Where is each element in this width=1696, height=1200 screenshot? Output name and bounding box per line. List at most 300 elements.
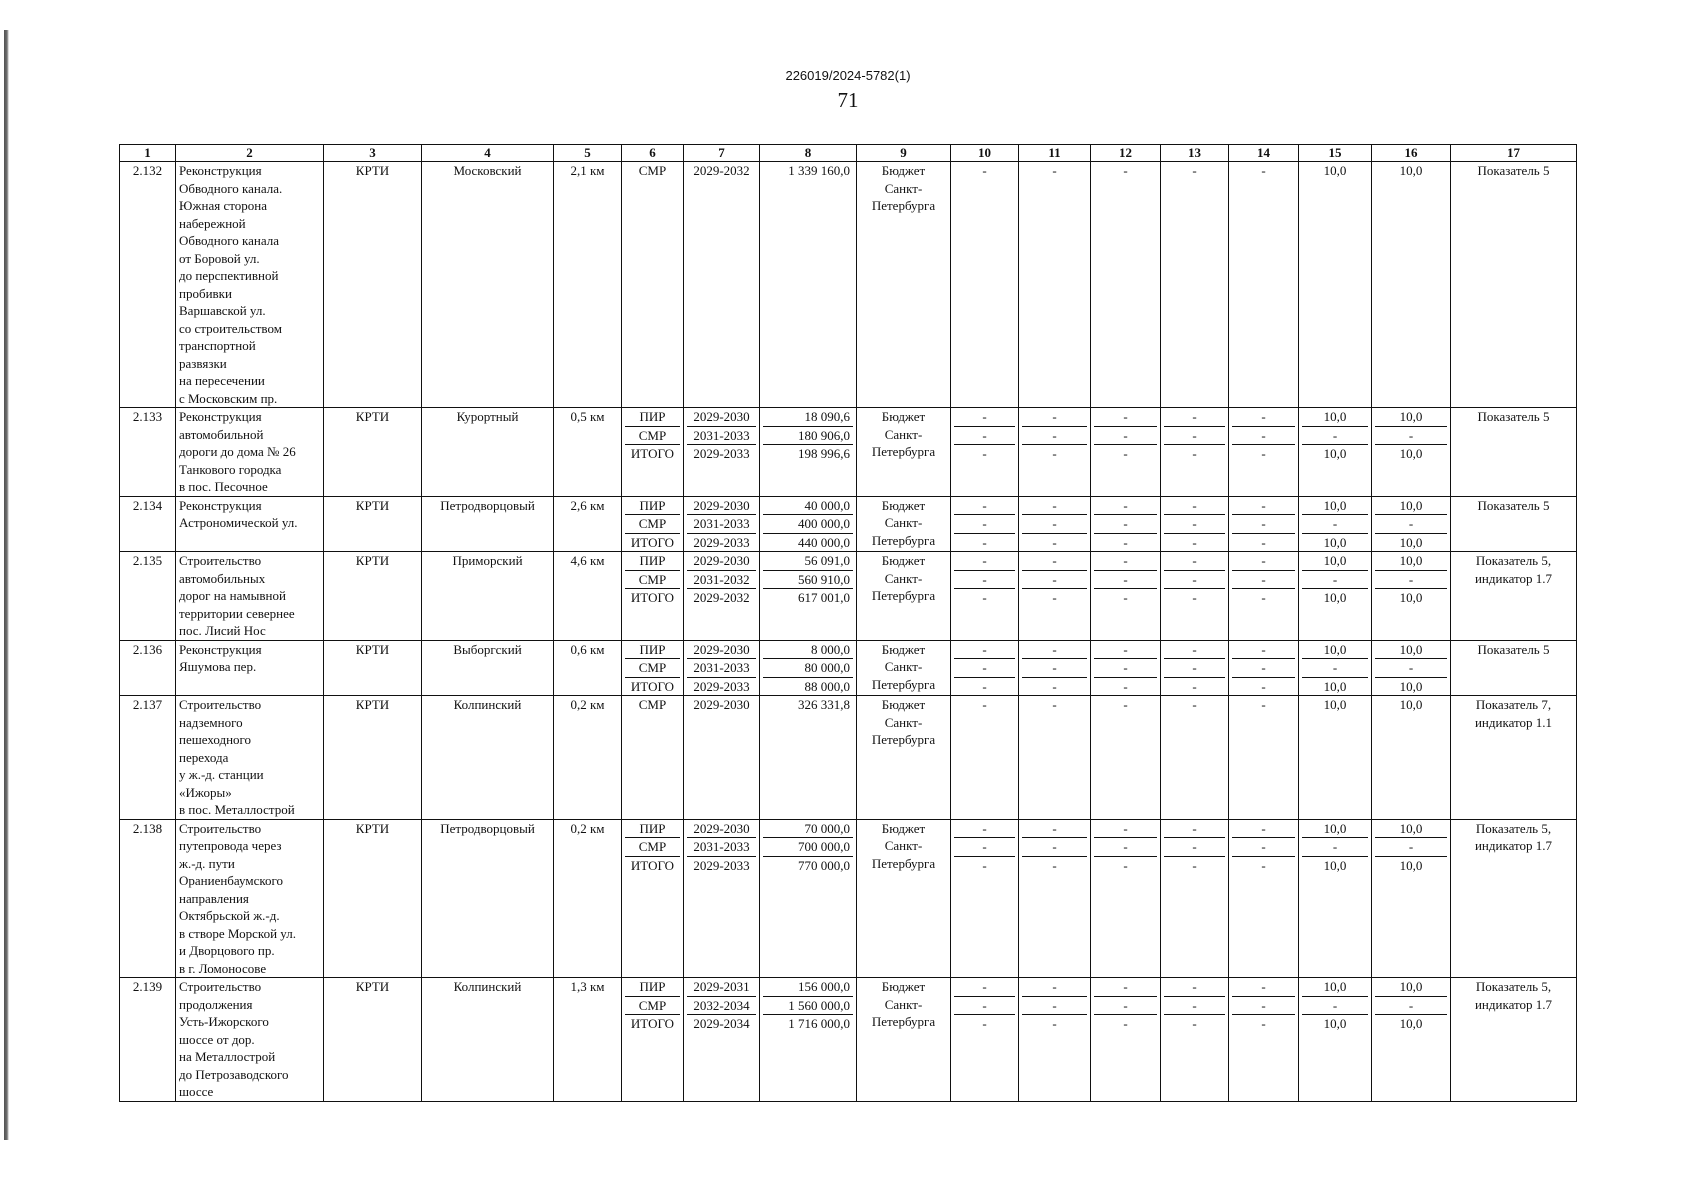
item-number-cell: 2.134 (120, 496, 176, 552)
period-cell-line: 2029-2030 (693, 497, 750, 513)
item-number-cell: 2.133 (120, 408, 176, 497)
activity-name-cell: Строительство автомобильных дорог на намывной территории севернее пос. Лисий Нос (176, 552, 324, 641)
year-value-col16-cell-line: - (1375, 996, 1447, 1015)
year-value-col12-cell-line: - (1123, 697, 1128, 712)
year-value-col13-cell-line: - (1164, 658, 1225, 677)
item-number-cell: 2.136 (120, 640, 176, 696)
year-value-col14-cell-line: - (1261, 553, 1266, 568)
district-cell: Колпинский (422, 978, 554, 1102)
length-cell: 0,5 км (554, 408, 622, 497)
year-value-col16-cell-line: 10,0 (1375, 856, 1447, 875)
year-value-col12-cell-line: - (1094, 1014, 1157, 1033)
column-header: 3 (324, 145, 422, 162)
year-value-col13-cell-line: - (1164, 1014, 1225, 1033)
year-value-col13-cell-line: - (1192, 553, 1197, 568)
length-cell: 0,6 км (554, 640, 622, 696)
year-value-col14-cell (1229, 696, 1299, 820)
year-value-col10-cell-line: - (982, 641, 987, 657)
stage-cell (622, 978, 684, 1102)
stage-cell-line: ИТОГО (625, 533, 680, 552)
year-value-col10-cell-line: - (982, 163, 987, 178)
year-value-col13-cell-line: - (1192, 163, 1197, 178)
amount-cell (760, 819, 857, 978)
stage-cell-line: ИТОГО (625, 588, 680, 607)
item-number-cell: 2.135 (120, 552, 176, 641)
year-value-col11-cell-line: - (1052, 641, 1057, 657)
year-value-col11-cell-line: - (1022, 1014, 1087, 1033)
stage-cell (622, 819, 684, 978)
funding-source-cell: Бюджет Санкт- Петербурга (857, 496, 951, 552)
year-value-col12-cell-line: - (1094, 837, 1157, 856)
year-value-col13-cell-line: - (1164, 996, 1225, 1015)
year-value-col16-cell (1372, 640, 1451, 696)
period-cell-line: 2029-2030 (693, 820, 750, 836)
year-value-col14-cell-line: - (1232, 533, 1295, 552)
year-value-col12-cell-line: - (1094, 856, 1157, 875)
year-value-col12-cell (1091, 696, 1161, 820)
activity-name-cell: Реконструкция Обводного канала. Южная сторона набережной Обводного канала от Боровой ул. до перспективной пробивки Варшавской ул. со строительством транспортной развязки на пересечении с Московским пр. (176, 162, 324, 408)
year-value-col11-cell (1019, 819, 1091, 978)
year-value-col11-cell-line: - (1052, 553, 1057, 568)
column-header: 5 (554, 145, 622, 162)
year-value-col10-cell-line: - (954, 658, 1015, 677)
year-value-col16-cell-line: 10,0 (1375, 1014, 1447, 1033)
year-value-col12-cell (1091, 496, 1161, 552)
year-value-col10-cell-line: - (982, 497, 987, 513)
amount-cell (760, 640, 857, 696)
year-value-col16-cell-line: - (1375, 570, 1447, 589)
length-cell: 0,2 км (554, 696, 622, 820)
period-cell-line: 2031-2033 (687, 658, 756, 677)
table-row (120, 408, 1577, 497)
year-value-col11-cell-line: - (1022, 570, 1087, 589)
column-header: 8 (760, 145, 857, 162)
item-number-cell: 2.132 (120, 162, 176, 408)
year-value-col10-cell-line: - (982, 697, 987, 712)
activity-name-cell: Реконструкция Астрономической ул. (176, 496, 324, 552)
year-value-col11-cell-line: - (1022, 514, 1087, 533)
year-value-col11-cell-line: - (1052, 979, 1057, 994)
year-value-col12-cell-line: - (1123, 641, 1128, 657)
year-value-col16-cell-line: - (1375, 658, 1447, 677)
amount-cell-line: 700 000,0 (763, 837, 853, 856)
year-value-col12-cell-line: - (1123, 553, 1128, 568)
funding-source-cell: Бюджет Санкт- Петербурга (857, 162, 951, 408)
year-value-col16-cell (1372, 408, 1451, 497)
year-value-col15-cell-line: - (1302, 426, 1368, 445)
length-cell: 1,3 км (554, 978, 622, 1102)
amount-cell-line: 180 906,0 (763, 426, 853, 445)
column-header: 2 (176, 145, 324, 162)
amount-cell-line: 1 716 000,0 (763, 1014, 853, 1033)
year-value-col11-cell-line: - (1022, 444, 1087, 463)
stage-cell (622, 162, 684, 408)
year-value-col14-cell (1229, 819, 1299, 978)
year-value-col10-cell-line: - (954, 996, 1015, 1015)
year-value-col15-cell (1299, 162, 1372, 408)
year-value-col11-cell-line: - (1022, 658, 1087, 677)
year-value-col16-cell (1372, 696, 1451, 820)
year-value-col16-cell-line: - (1375, 837, 1447, 856)
year-value-col14-cell-line: - (1232, 426, 1295, 445)
year-value-col10-cell-line: - (982, 820, 987, 836)
year-value-col12-cell-line: - (1123, 163, 1128, 178)
year-value-col10-cell-line: - (954, 588, 1015, 607)
period-cell-line: 2029-2032 (693, 163, 750, 178)
year-value-col16-cell-line: 10,0 (1375, 444, 1447, 463)
year-value-col15-cell-line: - (1302, 996, 1368, 1015)
stage-cell-line: ПИР (639, 979, 666, 994)
year-value-col14-cell (1229, 640, 1299, 696)
table-row (120, 162, 1577, 408)
year-value-col15-cell-line: 10,0 (1302, 677, 1368, 696)
year-value-col15-cell-line: 10,0 (1323, 497, 1347, 513)
period-cell-line: 2029-2034 (687, 1014, 756, 1033)
year-value-col10-cell (951, 819, 1019, 978)
stage-cell (622, 552, 684, 641)
year-value-col13-cell (1161, 696, 1229, 820)
amount-cell-line: 198 996,6 (763, 444, 853, 463)
activity-name-cell: Реконструкция Яшумова пер. (176, 640, 324, 696)
year-value-col11-cell (1019, 162, 1091, 408)
year-value-col14-cell-line: - (1232, 1014, 1295, 1033)
year-value-col15-cell-line: 10,0 (1323, 697, 1347, 712)
district-cell: Колпинский (422, 696, 554, 820)
year-value-col12-cell-line: - (1094, 677, 1157, 696)
year-value-col15-cell-line: - (1302, 514, 1368, 533)
year-value-col14-cell (1229, 408, 1299, 497)
period-cell-line: 2029-2033 (687, 677, 756, 696)
district-cell: Курортный (422, 408, 554, 497)
year-value-col14-cell-line: - (1232, 658, 1295, 677)
item-number-cell: 2.139 (120, 978, 176, 1102)
period-cell (684, 496, 760, 552)
responsible-org-cell: КРТИ (324, 978, 422, 1102)
funding-source-cell: Бюджет Санкт- Петербурга (857, 978, 951, 1102)
year-value-col15-cell (1299, 496, 1372, 552)
year-value-col13-cell-line: - (1164, 533, 1225, 552)
year-value-col10-cell-line: - (954, 837, 1015, 856)
year-value-col11-cell-line: - (1022, 996, 1087, 1015)
column-header: 17 (1451, 145, 1577, 162)
year-value-col13-cell-line: - (1164, 856, 1225, 875)
district-cell: Выборгский (422, 640, 554, 696)
amount-cell-line: 400 000,0 (763, 514, 853, 533)
year-value-col12-cell-line: - (1094, 658, 1157, 677)
period-cell-line: 2029-2030 (693, 409, 750, 424)
year-value-col13-cell-line: - (1164, 677, 1225, 696)
stage-cell-line: ПИР (639, 553, 666, 568)
amount-cell-line: 770 000,0 (763, 856, 853, 875)
year-value-col13-cell-line: - (1164, 837, 1225, 856)
column-header: 13 (1161, 145, 1229, 162)
responsible-org-cell: КРТИ (324, 640, 422, 696)
district-cell: Петродворцовый (422, 819, 554, 978)
year-value-col16-cell (1372, 552, 1451, 641)
period-cell-line: 2029-2030 (693, 697, 750, 712)
year-value-col16-cell-line: 10,0 (1399, 163, 1423, 178)
amount-cell (760, 496, 857, 552)
year-value-col10-cell (951, 552, 1019, 641)
year-value-col14-cell-line: - (1261, 409, 1266, 424)
year-value-col12-cell-line: - (1123, 820, 1128, 836)
year-value-col11-cell-line: - (1052, 497, 1057, 513)
stage-cell-line: ИТОГО (625, 444, 680, 463)
stage-cell (622, 496, 684, 552)
year-value-col15-cell-line: 10,0 (1323, 553, 1347, 568)
column-header: 7 (684, 145, 760, 162)
length-cell: 2,1 км (554, 162, 622, 408)
period-cell-line: 2029-2033 (687, 533, 756, 552)
year-value-col16-cell-line: 10,0 (1399, 979, 1423, 994)
period-cell-line: 2029-2033 (687, 444, 756, 463)
year-value-col16-cell-line: - (1375, 514, 1447, 533)
year-value-col10-cell (951, 978, 1019, 1102)
year-value-col10-cell (951, 408, 1019, 497)
year-value-col10-cell-line: - (954, 570, 1015, 589)
year-value-col15-cell-line: - (1302, 837, 1368, 856)
amount-cell-line: 18 090,6 (804, 409, 850, 424)
amount-cell-line: 560 910,0 (763, 570, 853, 589)
amount-cell (760, 408, 857, 497)
responsible-org-cell: КРТИ (324, 162, 422, 408)
program-activities-table (119, 144, 1577, 1102)
year-value-col10-cell (951, 496, 1019, 552)
year-value-col13-cell (1161, 819, 1229, 978)
stage-cell-line: СМР (625, 837, 680, 856)
column-header: 15 (1299, 145, 1372, 162)
year-value-col11-cell-line: - (1022, 588, 1087, 607)
length-cell: 0,2 км (554, 819, 622, 978)
year-value-col12-cell-line: - (1123, 497, 1128, 513)
year-value-col11-cell (1019, 696, 1091, 820)
year-value-col15-cell-line: 10,0 (1302, 444, 1368, 463)
indicator-cell: Показатель 5, индикатор 1.7 (1451, 819, 1577, 978)
indicator-cell: Показатель 5 (1451, 640, 1577, 696)
year-value-col15-cell-line: 10,0 (1302, 1014, 1368, 1033)
column-header: 4 (422, 145, 554, 162)
responsible-org-cell: КРТИ (324, 408, 422, 497)
year-value-col16-cell-line: 10,0 (1399, 409, 1423, 424)
year-value-col15-cell-line: 10,0 (1323, 979, 1347, 994)
year-value-col11-cell (1019, 408, 1091, 497)
amount-cell-line: 70 000,0 (804, 820, 850, 836)
column-header: 10 (951, 145, 1019, 162)
amount-cell-line: 617 001,0 (763, 588, 853, 607)
column-header: 12 (1091, 145, 1161, 162)
year-value-col12-cell-line: - (1123, 409, 1128, 424)
year-value-col13-cell-line: - (1192, 641, 1197, 657)
year-value-col12-cell (1091, 552, 1161, 641)
year-value-col16-cell-line: 10,0 (1375, 677, 1447, 696)
amount-cell (760, 552, 857, 641)
length-cell: 4,6 км (554, 552, 622, 641)
period-cell-line: 2029-2033 (687, 856, 756, 875)
amount-cell-line: 88 000,0 (763, 677, 853, 696)
year-value-col13-cell-line: - (1192, 497, 1197, 513)
funding-source-cell: Бюджет Санкт- Петербурга (857, 640, 951, 696)
year-value-col10-cell-line: - (954, 444, 1015, 463)
district-cell: Приморский (422, 552, 554, 641)
responsible-org-cell: КРТИ (324, 819, 422, 978)
year-value-col12-cell (1091, 408, 1161, 497)
year-value-col10-cell-line: - (954, 1014, 1015, 1033)
year-value-col15-cell-line: 10,0 (1302, 588, 1368, 607)
period-cell-line: 2029-2030 (693, 641, 750, 657)
funding-source-cell: Бюджет Санкт- Петербурга (857, 696, 951, 820)
year-value-col14-cell (1229, 552, 1299, 641)
year-value-col14-cell-line: - (1261, 497, 1266, 513)
stage-cell-line: ИТОГО (625, 1014, 680, 1033)
year-value-col13-cell (1161, 408, 1229, 497)
year-value-col16-cell-line: 10,0 (1399, 641, 1423, 657)
amount-cell (760, 162, 857, 408)
period-cell (684, 978, 760, 1102)
year-value-col14-cell-line: - (1261, 697, 1266, 712)
stage-cell-line: ПИР (639, 820, 666, 836)
period-cell-line: 2031-2033 (687, 514, 756, 533)
indicator-cell: Показатель 5 (1451, 496, 1577, 552)
year-value-col14-cell-line: - (1261, 820, 1266, 836)
stage-cell-line: СМР (625, 426, 680, 445)
year-value-col14-cell-line: - (1261, 979, 1266, 994)
year-value-col12-cell-line: - (1094, 588, 1157, 607)
year-value-col14-cell-line: - (1232, 514, 1295, 533)
amount-cell-line: 326 331,8 (798, 697, 850, 712)
stage-cell (622, 696, 684, 820)
indicator-cell: Показатель 7, индикатор 1.1 (1451, 696, 1577, 820)
funding-source-cell: Бюджет Санкт- Петербурга (857, 552, 951, 641)
year-value-col12-cell (1091, 640, 1161, 696)
year-value-col15-cell-line: - (1302, 658, 1368, 677)
column-header: 9 (857, 145, 951, 162)
year-value-col11-cell (1019, 978, 1091, 1102)
stage-cell-line: ПИР (639, 409, 666, 424)
stage-cell-line: СМР (638, 163, 667, 178)
year-value-col13-cell (1161, 552, 1229, 641)
year-value-col11-cell (1019, 640, 1091, 696)
period-cell-line: 2029-2032 (687, 588, 756, 607)
period-cell (684, 640, 760, 696)
year-value-col14-cell (1229, 496, 1299, 552)
amount-cell-line: 440 000,0 (763, 533, 853, 552)
district-cell: Московский (422, 162, 554, 408)
year-value-col11-cell-line: - (1022, 426, 1087, 445)
year-value-col11-cell-line: - (1022, 837, 1087, 856)
table-row (120, 640, 1577, 696)
column-number-header-row (120, 145, 1577, 162)
activity-name-cell: Строительство путепровода через ж.-д. пути Ораниенбаумского направления Октябрьской ж.-д. в створе Морской ул. и Дворцового пр. в г. Ломоносове (176, 819, 324, 978)
year-value-col13-cell-line: - (1164, 588, 1225, 607)
page-number: 71 (837, 88, 859, 112)
year-value-col14-cell-line: - (1232, 996, 1295, 1015)
year-value-col14-cell-line: - (1232, 588, 1295, 607)
year-value-col13-cell (1161, 978, 1229, 1102)
year-value-col15-cell-line: 10,0 (1323, 409, 1347, 424)
indicator-cell: Показатель 5, индикатор 1.7 (1451, 978, 1577, 1102)
table-body (120, 162, 1577, 1102)
year-value-col11-cell-line: - (1052, 409, 1057, 424)
year-value-col14-cell-line: - (1261, 163, 1266, 178)
year-value-col11-cell (1019, 552, 1091, 641)
column-header: 14 (1229, 145, 1299, 162)
column-header: 6 (622, 145, 684, 162)
year-value-col12-cell-line: - (1123, 979, 1128, 994)
table-row (120, 552, 1577, 641)
scan-edge-shadow (4, 30, 9, 1140)
year-value-col15-cell-line: 10,0 (1323, 641, 1347, 657)
stage-cell-line: СМР (625, 996, 680, 1015)
year-value-col14-cell-line: - (1261, 641, 1266, 657)
year-value-col14-cell-line: - (1232, 570, 1295, 589)
stage-cell (622, 640, 684, 696)
year-value-col10-cell-line: - (982, 553, 987, 568)
amount-cell-line: 8 000,0 (811, 641, 850, 657)
year-value-col15-cell (1299, 819, 1372, 978)
amount-cell-line: 40 000,0 (804, 497, 850, 513)
year-value-col16-cell (1372, 978, 1451, 1102)
year-value-col12-cell (1091, 819, 1161, 978)
amount-cell (760, 696, 857, 820)
year-value-col15-cell-line: 10,0 (1323, 820, 1347, 836)
year-value-col11-cell (1019, 496, 1091, 552)
responsible-org-cell: КРТИ (324, 496, 422, 552)
stage-cell-line: СМР (638, 697, 667, 712)
stage-cell-line: ИТОГО (625, 856, 680, 875)
stage-cell-line: СМР (625, 658, 680, 677)
year-value-col13-cell (1161, 640, 1229, 696)
year-value-col13-cell-line: - (1164, 514, 1225, 533)
district-cell: Петродворцовый (422, 496, 554, 552)
year-value-col15-cell (1299, 552, 1372, 641)
year-value-col12-cell-line: - (1094, 996, 1157, 1015)
year-value-col13-cell-line: - (1192, 820, 1197, 836)
year-value-col15-cell-line: 10,0 (1323, 163, 1347, 178)
indicator-cell: Показатель 5 (1451, 162, 1577, 408)
year-value-col12-cell-line: - (1094, 533, 1157, 552)
year-value-col14-cell-line: - (1232, 837, 1295, 856)
year-value-col10-cell-line: - (954, 677, 1015, 696)
year-value-col16-cell-line: 10,0 (1375, 533, 1447, 552)
year-value-col11-cell-line: - (1022, 677, 1087, 696)
year-value-col13-cell-line: - (1192, 409, 1197, 424)
responsible-org-cell: КРТИ (324, 552, 422, 641)
column-header: 11 (1019, 145, 1091, 162)
activity-name-cell: Строительство надземного пешеходного перехода у ж.-д. станции «Ижоры» в пос. Металлострой (176, 696, 324, 820)
period-cell-line: 2031-2033 (687, 426, 756, 445)
amount-cell (760, 978, 857, 1102)
stage-cell-line: СМР (625, 570, 680, 589)
table-row (120, 496, 1577, 552)
period-cell-line: 2032-2034 (687, 996, 756, 1015)
year-value-col16-cell-line: 10,0 (1399, 697, 1423, 712)
period-cell-line: 2029-2030 (693, 553, 750, 568)
year-value-col14-cell (1229, 978, 1299, 1102)
responsible-org-cell: КРТИ (324, 696, 422, 820)
year-value-col11-cell-line: - (1052, 163, 1057, 178)
period-cell (684, 408, 760, 497)
year-value-col15-cell (1299, 978, 1372, 1102)
year-value-col14-cell-line: - (1232, 677, 1295, 696)
year-value-col13-cell (1161, 162, 1229, 408)
year-value-col11-cell-line: - (1022, 856, 1087, 875)
funding-source-cell: Бюджет Санкт- Петербурга (857, 819, 951, 978)
indicator-cell: Показатель 5 (1451, 408, 1577, 497)
year-value-col16-cell-line: 10,0 (1399, 497, 1423, 513)
period-cell (684, 819, 760, 978)
table-row (120, 819, 1577, 978)
year-value-col12-cell-line: - (1094, 426, 1157, 445)
